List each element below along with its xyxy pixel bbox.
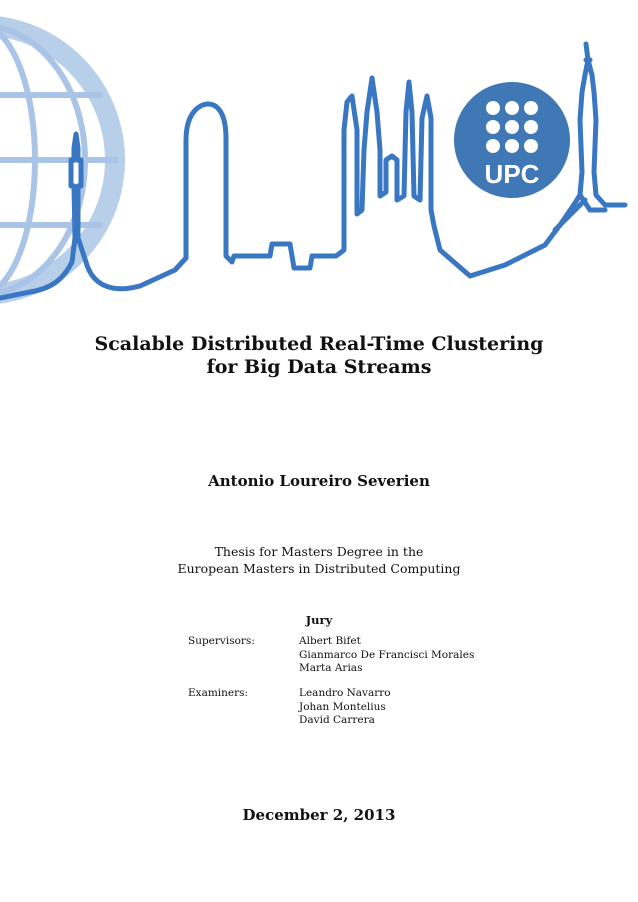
thesis-title-line-2: for Big Data Streams bbox=[206, 356, 432, 378]
thesis-title-line-1: Scalable Distributed Real-Time Clustering bbox=[94, 333, 544, 355]
author-name: Antonio Loureiro Severien bbox=[208, 472, 430, 490]
examiner-name: Leandro Navarro bbox=[299, 687, 391, 699]
upc-logo bbox=[454, 82, 570, 198]
supervisor-name: Albert Bifet bbox=[299, 635, 361, 647]
examiners-list bbox=[299, 687, 391, 728]
jury-heading: Jury bbox=[305, 613, 333, 627]
supervisor-name: Marta Arias bbox=[299, 662, 363, 674]
examiner-name: Johan Montelius bbox=[299, 700, 386, 713]
supervisors-label: Supervisors: bbox=[188, 635, 255, 647]
examiners-label: Examiners: bbox=[188, 687, 249, 699]
globe-icon bbox=[0, 20, 120, 300]
thesis-description-line-1: Thesis for Masters Degree in the bbox=[214, 544, 424, 559]
examiner-name: David Carrera bbox=[299, 714, 375, 726]
supervisor-name: Gianmarco De Francisci Morales bbox=[299, 648, 475, 661]
submission-date: December 2, 2013 bbox=[242, 806, 396, 824]
thesis-description-line-2: European Masters in Distributed Computing bbox=[177, 561, 461, 576]
upc-logo-text: UPC bbox=[484, 159, 540, 189]
header-banner bbox=[0, 0, 638, 320]
thesis-description bbox=[0, 543, 638, 577]
thesis-title bbox=[0, 333, 638, 379]
supervisors-list bbox=[299, 635, 474, 676]
